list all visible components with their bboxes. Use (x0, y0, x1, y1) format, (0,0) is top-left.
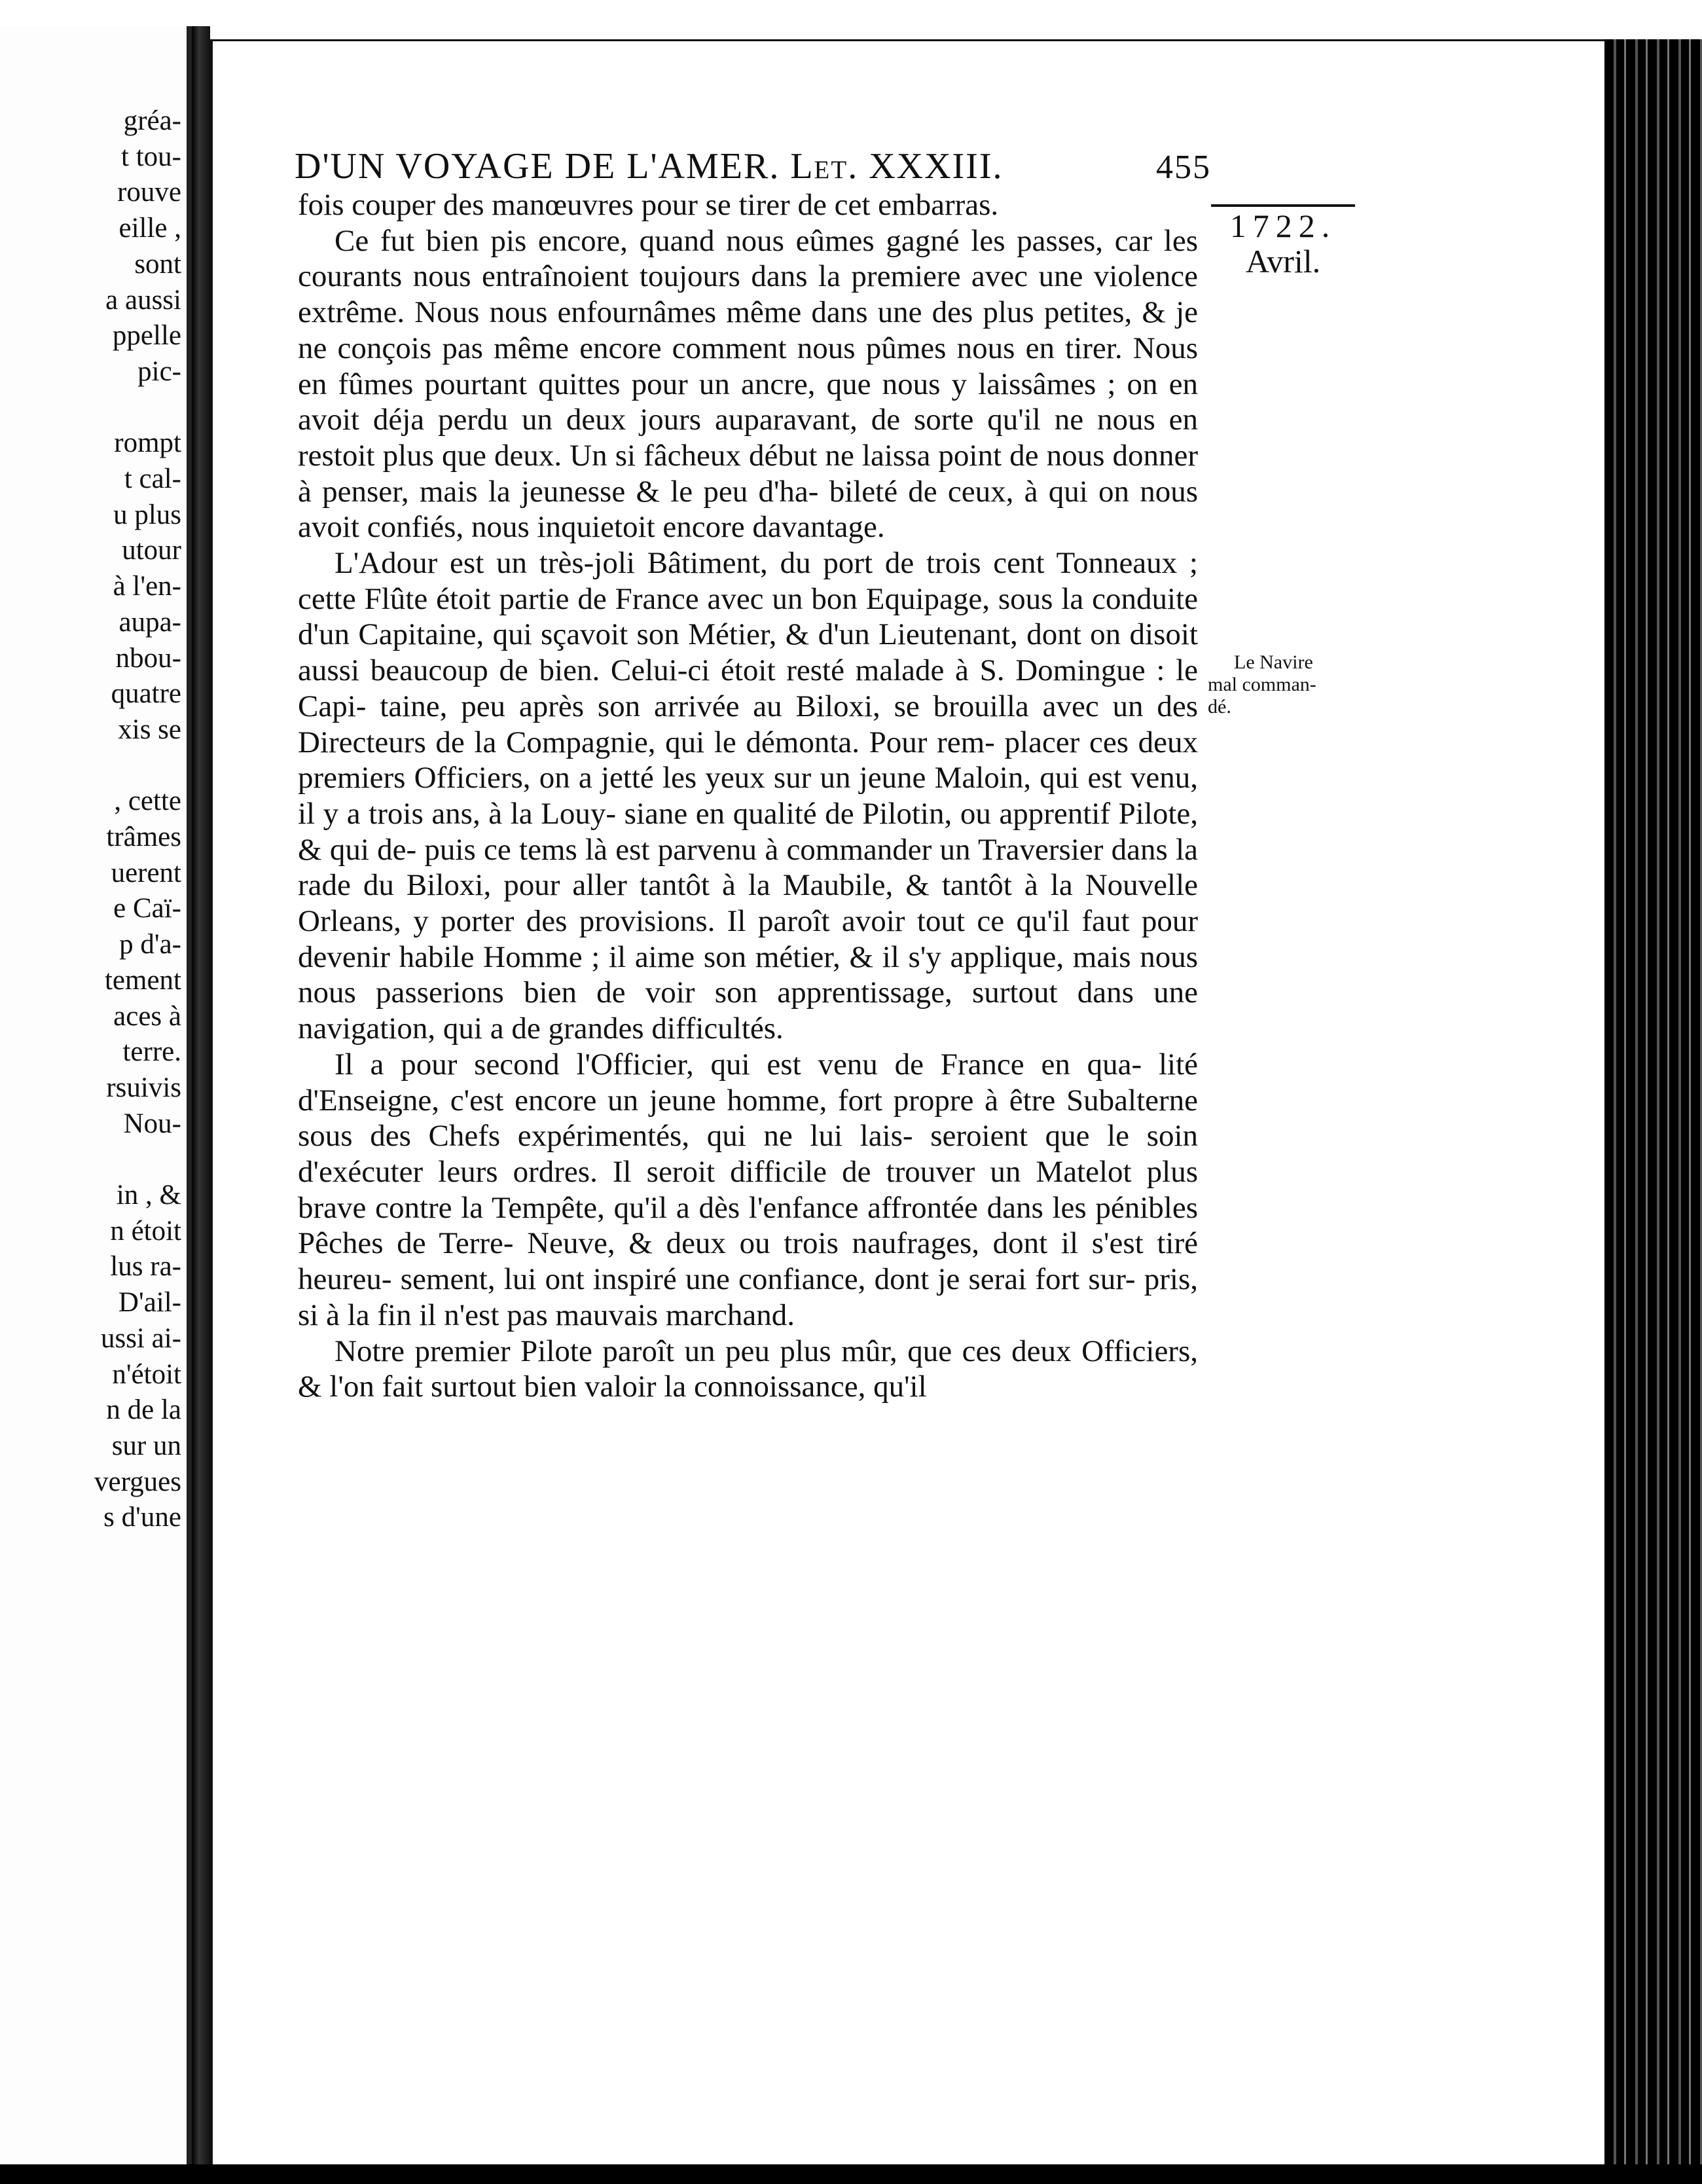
facing-page-fragment: D'ail- (118, 1287, 181, 1319)
facing-page-fragment: n étoit (110, 1215, 181, 1247)
text-line: Il a pour second l'Officier, qui est venu de France en qua- (335, 1047, 1142, 1082)
margin-year: 1722. (1229, 208, 1337, 244)
margin-note-line: mal comman- (1208, 674, 1316, 695)
book-gutter (192, 26, 210, 2167)
facing-page-fragment: nbou- (115, 642, 181, 674)
text-line: des Directeurs de la Compagnie, qui le démonta. Pour rem- (298, 689, 1199, 759)
text-line: seroient que le soin d'exécuter leurs ordres. Il seroit difficile (298, 1119, 1198, 1189)
text-line: dès l'enfance affrontée dans les pénibles Pêches de Terre- (298, 1190, 1198, 1261)
facing-page-left (0, 26, 192, 2167)
text-line: métier, & il s'y applique, mais nous nous passerions bien de (298, 939, 1199, 1010)
text-line: placer ces deux premiers Officiers, on a jetté les yeux sur (298, 725, 1199, 795)
text-line: quittes pour un ancre, que nous y laissâmes ; on en avoit déja (298, 367, 1198, 437)
text-line: Officiers, & l'on fait surtout bien valoir la connoissance, qu'il (298, 1334, 1199, 1404)
margin-note (1208, 651, 1362, 718)
facing-page-fragment: in , & (116, 1180, 181, 1210)
text-line: pris, si à la fin il n'est pas mauvais marchand. (298, 1262, 1199, 1332)
facing-page-fragment: pic- (137, 355, 181, 387)
text-line: un jeune Maloin, qui est venu, il y a trois ans, à la Louy- (298, 761, 1198, 831)
text-line: Métier, & d'un Lieutenant, dont on disoit aussi beaucoup (298, 617, 1198, 688)
facing-page-fragment: terre. (122, 1036, 181, 1068)
facing-page-fragment: rsuivis (106, 1072, 181, 1103)
facing-page-fragment: sont (134, 248, 181, 280)
facing-page-fragment: à l'en- (113, 571, 181, 602)
facing-page-fragment: uerent (111, 857, 181, 888)
text-line: de trouver un Matelot plus brave contre la Tempête, qu'il a (298, 1154, 1198, 1225)
facing-page-fragment: p d'a- (119, 929, 181, 960)
page-number: 455 (1156, 149, 1211, 186)
text-line: voir son apprentissage, surtout dans une navigation, qui a de (298, 975, 1199, 1046)
scan-background (0, 2164, 1702, 2184)
text-line: avec une violence extrême. Nous nous enfournâmes même (298, 259, 1199, 330)
text-line: la Nouvelle Orleans, y porter des provisions. Il paroît avoir (298, 868, 1199, 939)
text-line: taine, peu après son arrivée au Biloxi, se brouilla avec un (380, 689, 1144, 723)
running-title: D'UN VOYAGE DE L'AMER. Let. XXXIII. (295, 146, 1004, 187)
paragraph (298, 1334, 1198, 1405)
text-line: siane en qualité de Pilotin, ou apprentif Pilote, & qui de- (298, 796, 1199, 867)
text-line: dans une des plus petites, & je ne conçois pas même encore (298, 295, 1198, 365)
facing-page-fragment: Nou- (123, 1108, 181, 1139)
facing-page-fragment: , cette (114, 786, 181, 817)
facing-page-fragment: s d'une (103, 1502, 181, 1533)
text-line: bileté de ceux, à qui on nous avoit confiés, nous inquietoit (298, 474, 1198, 545)
facing-page-fragment: rompt (114, 428, 181, 459)
facing-page-fragment: lus ra- (110, 1251, 181, 1283)
facing-page-fragment: t tou- (121, 141, 181, 172)
page-edge-stack (1604, 39, 1702, 2164)
text-line: Notre premier Pilote paroît un peu plus mûr, que ces deux (335, 1334, 1072, 1368)
facing-page-fragment: aces à (113, 1000, 181, 1032)
facing-page-fragment: u plus (113, 499, 181, 530)
body-text (298, 187, 1198, 1405)
margin-note-line: Le Navire (1234, 651, 1313, 673)
facing-page-fragment: e Caï- (113, 893, 181, 924)
text-line: Equipage, sous la conduite d'un Capitaine, qui sçavoit son (298, 581, 1199, 652)
facing-page-fragment: xis se (118, 714, 181, 745)
facing-page-fragment: tement (104, 964, 181, 996)
text-line: de nous donner à penser, mais la jeunesse & le peu d'ha- (298, 438, 1199, 509)
facing-page-fragment: sur un (111, 1430, 181, 1461)
paragraph (298, 187, 1198, 223)
facing-page-fragment: aupa- (118, 606, 181, 638)
facing-page-fragment: t cal- (124, 464, 181, 494)
text-line: car les courants nous entraînoient toujours dans la premiere (298, 223, 1198, 294)
facing-page-fragment: rouve (117, 177, 181, 208)
text-line: tout ce qu'il faut pour devenir habile Homme ; il aime son (298, 904, 1199, 974)
text-line: encore davantage. (662, 510, 885, 545)
text-line: être Subalterne sous des Chefs expérimentés, qui ne lui lais- (298, 1083, 1199, 1154)
facing-page-fragment: n de la (106, 1394, 181, 1426)
text-line: la rade du Biloxi, pour aller tantôt à la Maubile, & tantôt à (298, 832, 1199, 903)
text-line: Tonneaux ; cette Flûte étoit partie de France avec un bon (298, 546, 1198, 616)
paragraph (298, 223, 1198, 545)
text-line: comment nous pûmes nous en tirer. Nous en fûmes pourtant (298, 331, 1199, 401)
facing-page-fragment: eille , (118, 213, 181, 244)
facing-page-fragment: a aussi (105, 284, 181, 316)
margin-note-line: dé. (1208, 696, 1231, 718)
facing-page-fragment: ussi ai- (100, 1322, 181, 1354)
running-header (295, 145, 1211, 187)
text-line: fois couper des manœuvres pour se tirer de cet embarras. (298, 188, 999, 222)
margin-month: Avril. (1245, 243, 1321, 280)
paragraph (298, 1047, 1198, 1334)
facing-page-fragment: quatre (111, 678, 181, 710)
facing-page-fragment: ppelle (112, 320, 181, 352)
text-line: puis ce tems là est parvenu à commander un Traversier dans (424, 832, 1168, 867)
text-line: L'Adour est un très-joli Bâtiment, du port de trois cent (335, 546, 1045, 581)
facing-page-fragment: gréa- (123, 105, 181, 136)
facing-page-fragment: n'étoit (112, 1358, 181, 1390)
facing-page-fragment: vergues (94, 1466, 181, 1497)
text-line: restoit plus que deux. Un si fâcheux début ne laissa point (298, 438, 1002, 473)
facing-page-fragment: utour (122, 535, 181, 566)
text-line: grandes difficultés. (548, 1011, 784, 1046)
text-line: Neuve, & deux ou trois naufrages, dont il s'est tiré heureu- (298, 1226, 1199, 1297)
text-line: lité d'Enseigne, c'est encore un jeune homme, fort propre à (298, 1047, 1199, 1118)
text-line: de bien. Celui-ci étoit resté malade à S. Domingue : le Capi- (298, 653, 1198, 723)
text-line: Ce fut bien pis encore, quand nous eûmes gagné les passes, (335, 223, 1104, 258)
facing-page-fragment: trâmes (106, 822, 181, 852)
text-line: sement, lui ont inspiré une confiance, dont je serai fort sur- (400, 1262, 1136, 1297)
paragraph (298, 545, 1198, 1047)
text-line: perdu un deux jours auparavant, de sorte qu'il ne nous en (438, 403, 1198, 437)
